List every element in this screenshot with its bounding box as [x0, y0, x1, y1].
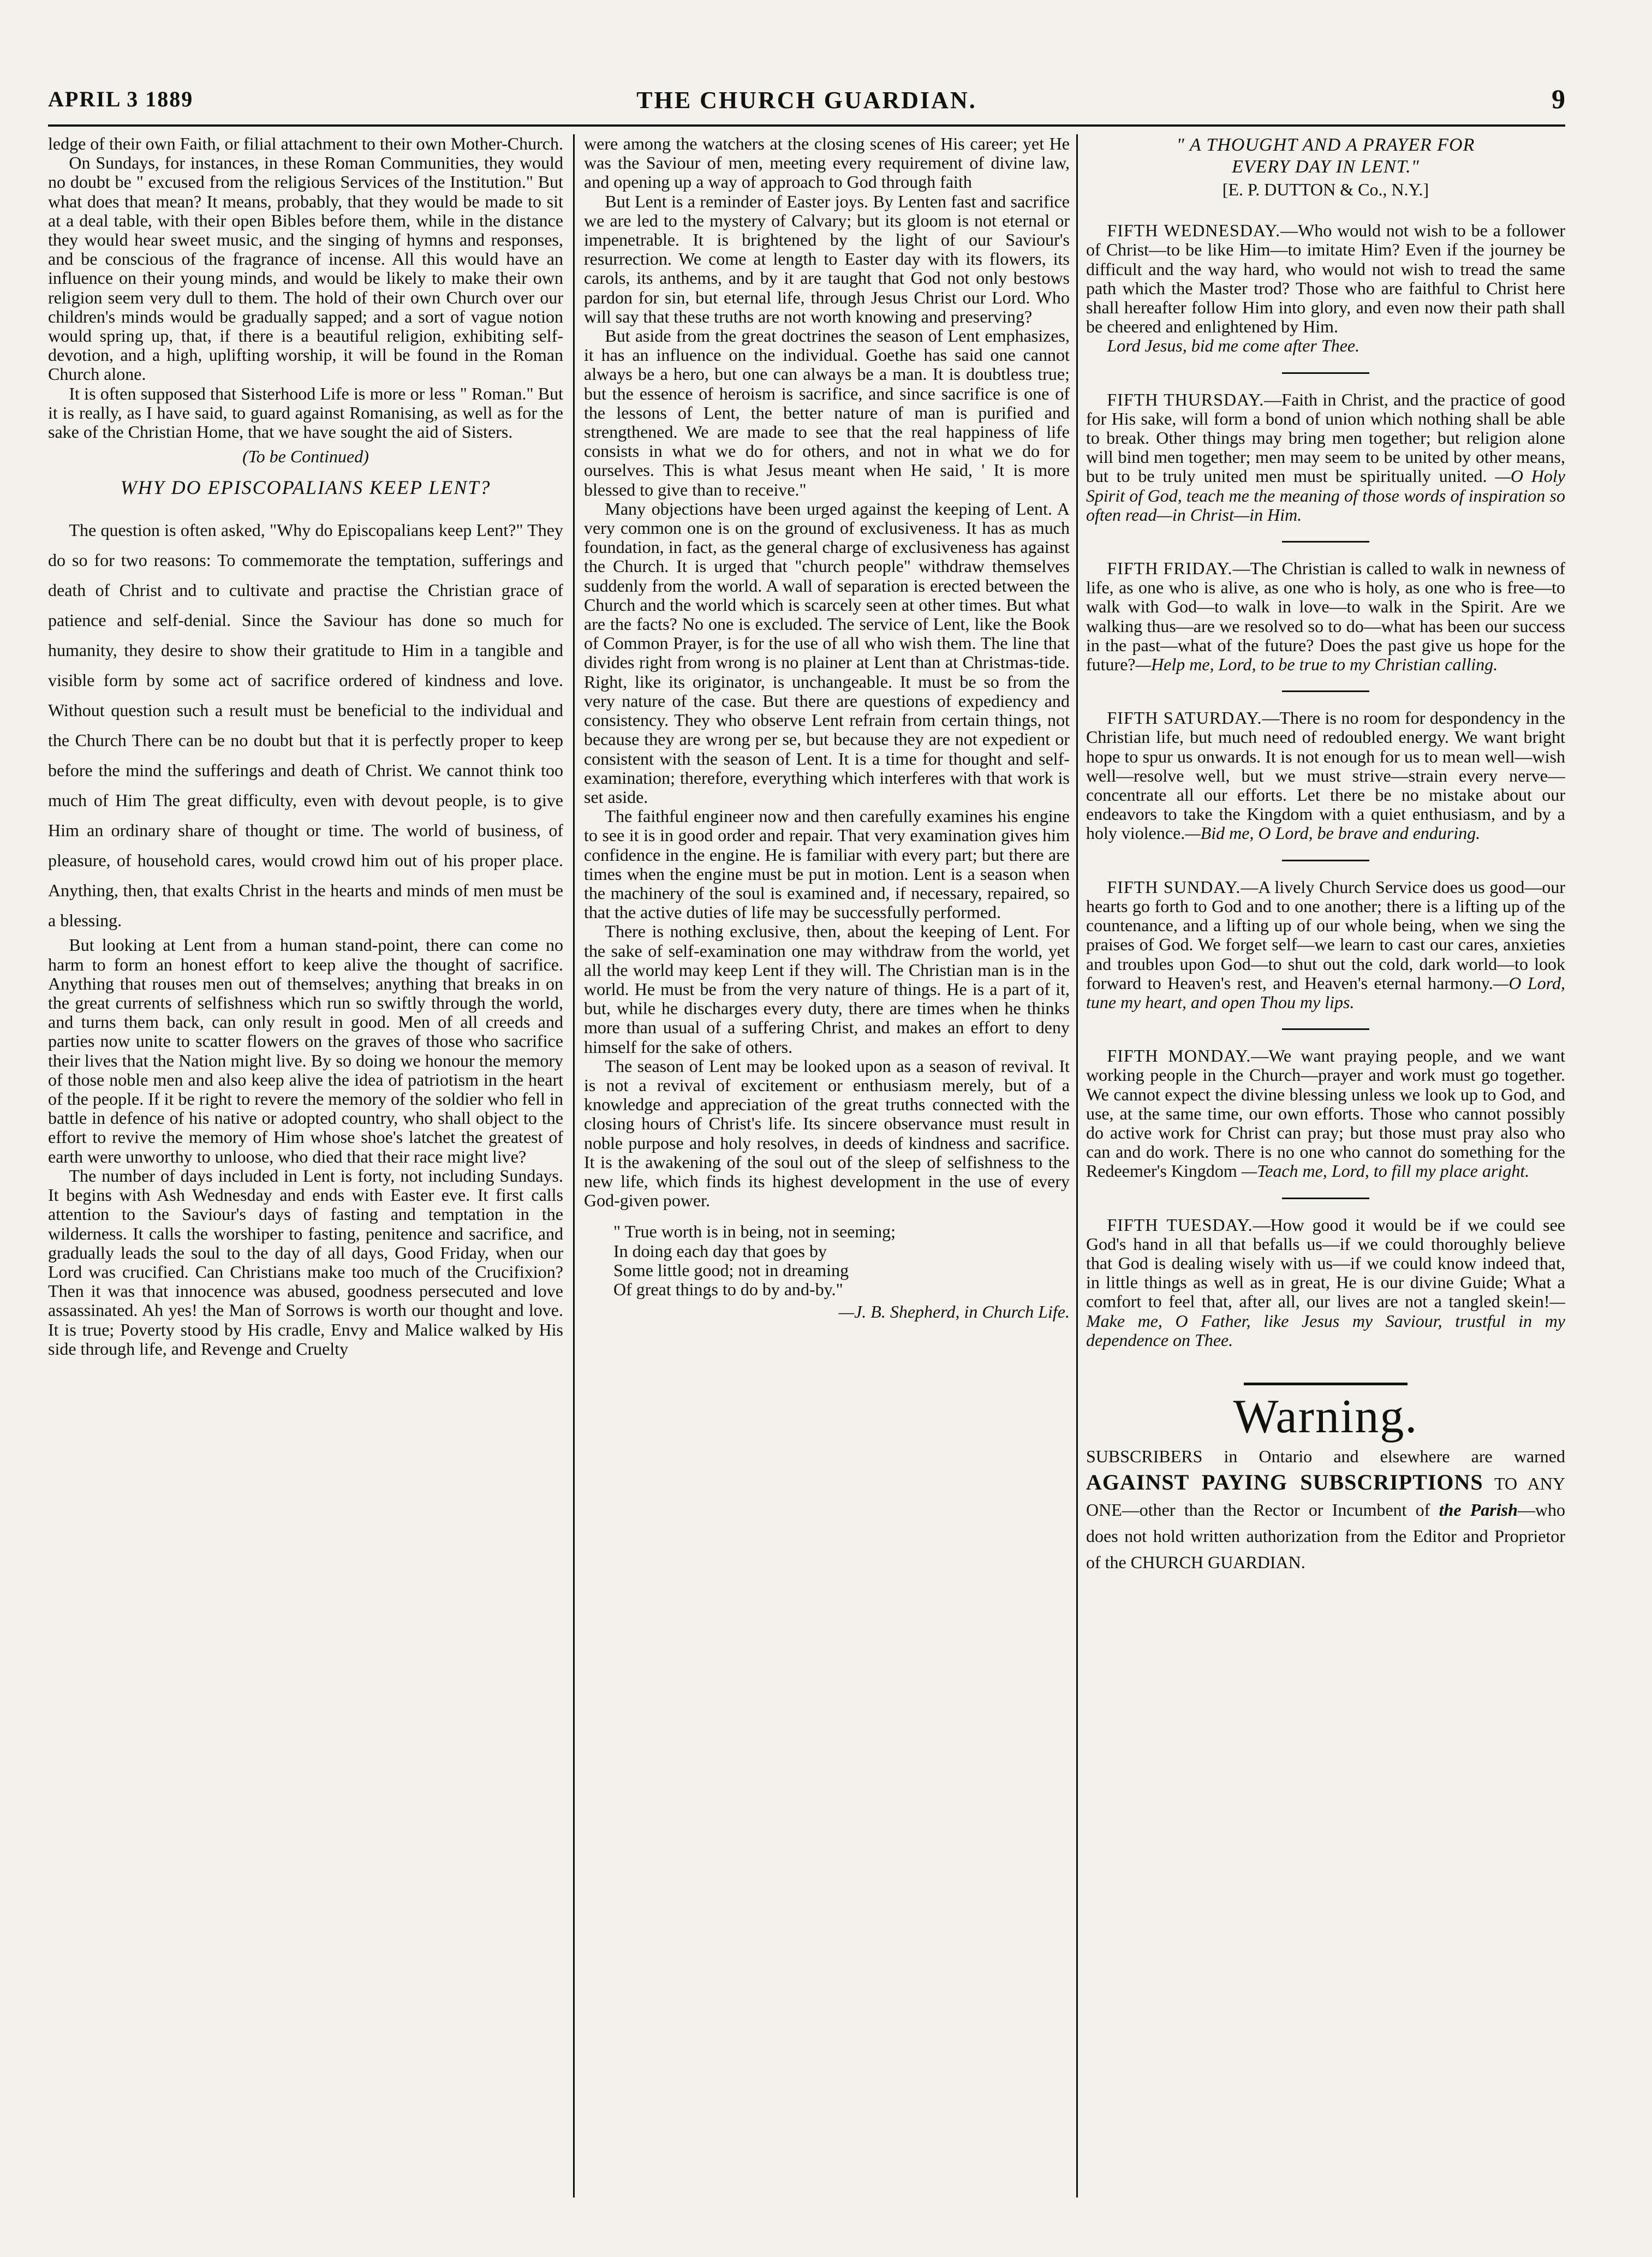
day-heading: FIFTH THURSDAY. — [1107, 389, 1265, 409]
column-2 — [584, 134, 1070, 2198]
daily-entry — [1086, 1216, 1565, 1350]
warning-text: SUBSCRIBERS in Ontario and elsewhere are warned — [1086, 1446, 1565, 1466]
day-heading: FIFTH MONDAY. — [1107, 1046, 1251, 1066]
entry-text: —Who would not wish to be a follower of Christ—to be like Him—to imitate Him? Even if the journey be difficult and the way hard, who would not wish to tread the same path which the Master trod? Those who are faithful to Christ here shall hereafter follow Him into glory, and even now their path shall be cheered and enlightened by Him. — [1086, 221, 1565, 337]
prayer: —Make me, O Father, like Jesus my Saviour, trustful in my dependence on Thee. — [1086, 1291, 1565, 1350]
entry-text: —There is no room for despondency in the Christian life, but much need of redoubled energy. We want bright hope to spur us onwards. It is not enough for us to mean well—wish well—resolve well, but we must strive—strain every nerve—concentrate all our efforts. Let there be no mistake about our endeavors to take the Kingdom with a quiet enthusiasm, and by a holy violence. — [1086, 708, 1565, 843]
prayer: —Teach me, Lord, to fill my place aright. — [1241, 1161, 1530, 1181]
prayer: —Bid me, O Lord, be brave and enduring. — [1185, 823, 1481, 843]
day-heading: FIFTH TUESDAY. — [1107, 1214, 1253, 1235]
divider — [1282, 690, 1369, 692]
page-header — [48, 86, 1565, 127]
paragraph: ledge of their own Faith, or filial attachment to their own Mother-Church. — [48, 134, 563, 153]
title-line: " A THOUGHT AND A PRAYER FOR — [1176, 135, 1475, 155]
paragraph: The number of days included in Lent is forty, not including Sundays. It begins with Ash Wednesday and ends with Easter eve. It first calls attention to the Saviour's days of fasting and temptation in the wilderness. It calls the worshiper to fasting, penitence and sacrifice, and gradually leads the soul to the day of all days, Good Friday, when our Lord was crucified. Can Christians make too much of the Crucifixion? Then it was that innocence was abused, goodness persecuted and love assassinated. Ah yes! the Man of Sorrows is worth our thought and love. It is true; Poverty stood by His cradle, Envy and Malice walked by His side through life, and Revenge and Cruelty — [48, 1165, 563, 1359]
paragraph: But looking at Lent from a human stand-point, there can come no harm to form an honest effort to keep alive the thought of sacrifice. Anything that rouses men out of themselves; anything that breaks in on the great currents of selfishness which run so swiftly through the world, and turns them back, can only result in good. Men of all creeds and parties now unite to scatter flowers on the graves of those who sacrifice their lives that the Nation might live. By so doing we honour the memory of those noble men and also keep alive the idea of patriotism in the heart of the people. If it be right to revere the memory of the soldier who fell in battle in defence of his native or adopted country, who shall object to the effort to revive the memory of Him whose shoe's latchet the greatest of earth were unworthy to unloose, who died that their race might live? — [48, 935, 563, 1166]
article-body-wide — [48, 515, 563, 936]
warning-emphasis: AGAINST PAYING SUBSCRIPTIONS — [1086, 1469, 1483, 1494]
article-title — [1086, 134, 1565, 178]
daily-entry — [1086, 559, 1565, 674]
verse-line: " True worth is in being, not in seeming; — [613, 1222, 896, 1242]
continued-note: (To be Continued) — [242, 446, 369, 467]
warning-text: TO ANY ONE — [1086, 1473, 1565, 1520]
daily-entry — [1086, 1046, 1565, 1181]
warning-text: —other than the Rector or Incumbent of — [1122, 1499, 1430, 1520]
daily-entry — [1086, 878, 1565, 1012]
daily-entry — [1086, 708, 1565, 843]
title-line: EVERY DAY IN LENT." — [1232, 157, 1420, 177]
entry-text: —How good it would be if we could see God's hand in all that befalls us—if we could thoroughly believe that God is dealing wisely with us—if we could know indeed that, in little things as well as in great, He is our divine Guide; What a comfort to feel that, after all, our lives are not a tangled skein! — [1086, 1214, 1565, 1312]
prayer: —O Holy Spirit of God, teach me the meaning of those words of inspiration so often read—in Christ—in Him. — [1086, 466, 1565, 525]
paragraph: Many objections have been urged against the keeping of Lent. A very common one is on the ground of exclusiveness. It has as much foundation, in fact, as the general charge of exclusiveness has against the Church. It is urged that "church people" withdraw themselves suddenly from the world. A wall of separation is erected between the Church and the world which is scarcely seen at other times. But what are the facts? No one is excluded. The service of Lent, like the Book of Common Prayer, is for the use of all who wish them. The line that divides right from wrong is no plainer at Lent than at Christmas-tide. Right, like its originator, is unchangeable. It must be so from the very nature of the case. But there are questions of expediency and consistency. They who observe Lent refrain from certain things, not because they are wrong per se, but because they are not expedient or consistent with the season of Lent. It is a time for thought and self-examination; therefore, everything which interferes with that work is set aside. — [584, 498, 1070, 807]
entry-text: —The Christian is called to walk in newness of life, as one who is alive, as one who is holy, as one who is free—to walk with God—to walk in love—to walk in the Spirit. Are we walking thus—are we resolved so to do—what has been our success in the past—what of the future? Does the past give us hope for the future? — [1086, 558, 1565, 675]
paragraph: But aside from the great doctrines the season of Lent emphasizes, it has an influence on the individual. Goethe has said one cannot always be a hero, but one can always be a man. It is doubtless true; but the essence of heroism is sacrifice, and since sacrifice is one of the lessons of Lent, the better nature of man is purified and strengthened. We are made to see that the real happiness of life consists in what we do for others, and not in what we do for ourselves. This is what Jesus meant when He said, ' It is more blessed to give than to receive." — [584, 326, 1070, 499]
divider — [1244, 1383, 1408, 1385]
column-1 — [48, 134, 563, 2198]
paragraph: It is often supposed that Sisterhood Life is more or less " Roman." But it is really, as I have said, to guard against Romanising, as well as for the sake of the Christian Home, that we have sought the aid of Sisters. — [48, 383, 563, 442]
prayer: —Help me, Lord, to be true to my Christian calling. — [1135, 654, 1498, 675]
day-heading: FIFTH FRIDAY. — [1107, 558, 1233, 579]
day-heading: FIFTH WEDNESDAY. — [1107, 221, 1281, 241]
verse-credit: —J. B. Shepherd, in Church Life. — [838, 1302, 1070, 1322]
warning-text: CHURCH GUARDIAN. — [1130, 1552, 1305, 1572]
warning-notice — [1086, 1443, 1565, 1575]
publisher-line: [E. P. DUTTON & Co., N.Y.] — [1222, 180, 1429, 199]
warning-text: the Parish — [1439, 1499, 1518, 1520]
column-rule — [573, 134, 575, 2198]
divider — [1282, 1028, 1369, 1030]
divider — [1282, 1198, 1369, 1199]
verse-quote — [613, 1222, 1070, 1321]
warning-text: —who does not hold written authorization from the Editor and Proprietor of the — [1086, 1499, 1565, 1572]
paragraph: The faithful engineer now and then carefully examines his engine to see it is in good order and repair. That very examination gives him confidence in the engine. He is familiar with every part; but there are times when the engine must be put in motion. Lent is a season when the machinery of the soul is examined and, if necessary, repaired, so that the active duties of life may be successfully performed. — [584, 806, 1070, 922]
column-3 — [1086, 134, 1565, 2198]
paragraph: On Sundays, for instances, in these Roman Communities, they would no doubt be " excused from the religious Services of the Institution." But what does that mean? It means, probably, that they would be made to sit at a deal table, with their open Bibles before them, while in the distance they would hear sweet music, and the singing of hymns and responses, and be conscious of the fragrance of incense. All this would have an influence on their young minds, and would be likely to make their own religion seem very dull to them. The hold of their own Church over our children's minds would be gradually sapped; and a sort of vague notion would spring up, that, if there is a beautiful religion, exhibiting self-devotion, and a high, uplifting worship, it will be found in the Roman Church alone. — [48, 153, 563, 384]
daily-entry — [1086, 390, 1565, 525]
day-heading: FIFTH SUNDAY. — [1107, 877, 1241, 897]
issue-date: APRIL 3 1889 — [48, 87, 194, 111]
entry-text: —A lively Church Service does us good—our hearts go forth to God and to one another; there is a lifting up of the countenance, and a lifting up of our whole being, when we sing the praises of God. We forget self—we learn to cast our cares, anxieties and troubles upon God—to shut out the cold, dark world—to look forward to Heaven's rest, and Heaven's eternal harmony. — [1086, 877, 1565, 993]
divider — [1282, 372, 1369, 374]
article-title: WHY DO EPISCOPALIANS KEEP LENT? — [120, 477, 491, 499]
paragraph: There is nothing exclusive, then, about the keeping of Lent. For the sake of self-examination one may withdraw from the world, yet all the world may keep Lent if they will. The Christian man is in the world. He must be from the very nature of things. He is a part of it, but, while he discharges every duty, there are times when he thinks more than usual of a suffering Christ, and makes an effort to deny himself for the sake of others. — [584, 921, 1070, 1057]
verse-line: Of great things to do by and-by." — [613, 1279, 843, 1299]
page-number: 9 — [1552, 84, 1565, 114]
paragraph: The question is often asked, "Why do Episcopalians keep Lent?" They do so for two reasons: To commemorate the temptation, sufferings and death of Christ and to cultivate and practise the Christian grace of patience and self-denial. Since the Saviour has done so much for humanity, they desire to show their gratitude to Him in a tangible and visible form by some act of sacrifice ordered of kindness and love. Without question such a result must be beneficial to the individual and the Church There can be no doubt but that it is perfectly proper to keep before the mind the sufferings and death of Christ. We cannot think too much of Him The great difficulty, even with devout people, is to give Him an ordinary share of thought or time. The world of business, of pleasure, of household cares, would crowd him out of his proper place. Anything, then, that exalts Christ in the hearts and minds of men must be a blessing. — [48, 520, 563, 931]
paragraph: were among the watchers at the closing scenes of His career; yet He was the Saviour of men, meeting every requirement of divine law, and opening up a way of approach to God through faith — [584, 134, 1070, 192]
verse-line: Some little good; not in dreaming — [613, 1260, 849, 1280]
warning-title: Warning. — [1233, 1390, 1418, 1443]
verse-line: In doing each day that goes by — [613, 1241, 827, 1261]
paragraph: The season of Lent may be looked upon as a season of revival. It is not a revival of excitement or enthusiasm merely, but of a knowledge and appreciation of the great truths connected with the closing hours of Christ's life. Its sincere observance must result in noble purpose and holy resolves, in deeds of kindness and sacrifice. It is the awakening of the soul out of the sleep of selfishness to the new life, which finds its highest development in the use of every God-given power. — [584, 1056, 1070, 1211]
entry-text: —Faith in Christ, and the practice of good for His sake, will form a bond of union which nothing shall be able to break. Other things may bring men together; but religion alone will bind men together; men may seem to be united by other means, but to be truly united men must be spiritually united. — [1086, 389, 1565, 486]
newspaper-title: THE CHURCH GUARDIAN. — [636, 87, 977, 114]
column-rule — [1076, 134, 1078, 2198]
prayer: —O Lord, tune my heart, and open Thou my lips. — [1086, 973, 1565, 1012]
divider — [1282, 541, 1369, 543]
divider — [1282, 860, 1369, 861]
paragraph: But Lent is a reminder of Easter joys. By Lenten fast and sacrifice we are led to the mystery of Calvary; but its gloom is not eternal or impenetrable. It is brightened by the light of our Saviour's resurrection. We come at length to Easter day with its flowers, its carols, its anthems, and by it are taught that God not only bestows pardon for sin, but eternal life, through Jesus Christ our Lord. Who will say that these truths are not worth knowing and preserving? — [584, 191, 1070, 326]
daily-entry — [1086, 221, 1565, 336]
day-heading: FIFTH SATURDAY. — [1107, 708, 1262, 728]
prayer: Lord Jesus, bid me come after Thee. — [1107, 336, 1360, 356]
entry-text: —We want praying people, and we want working people in the Church—prayer and work must go together. We cannot expect the divine blessing unless we look up to God, and use, at the same time, our own efforts. Those who cannot possibly do active work for Christ can pray; but those must pray also who can and do work. There is no one who cannot do something for the Redeemer's Kingdom — [1086, 1046, 1565, 1181]
